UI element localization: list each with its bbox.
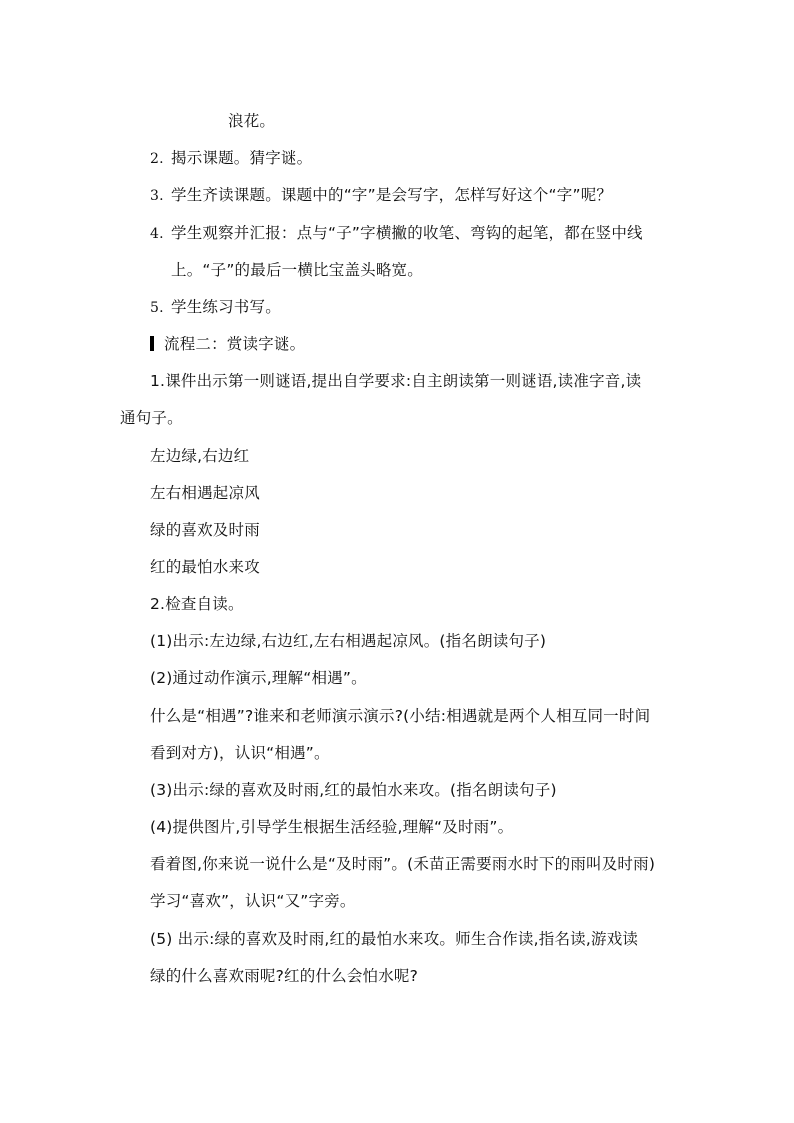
text-line: (2)通过动作演示,理解“相遇”。	[150, 669, 367, 687]
list-number: 5.	[150, 300, 164, 316]
text-line: 什么是“相遇”?谁来和老师演示演示?(小结:相遇就是两个人相互同一时间	[150, 707, 651, 725]
text-line: 上。“子”的最后一横比宝盖头略宽。	[171, 261, 423, 279]
text-line: 学习“喜欢”，认识“又”字旁。	[150, 892, 356, 910]
text-line: 浪花。	[228, 112, 276, 130]
text-line: 看到对方)，认识“相遇”。	[150, 744, 330, 762]
text-line: 绿的什么喜欢雨呢?红的什么会怕水呢?	[150, 967, 419, 985]
text-line: (1)出示:左边绿,右边红,左右相遇起凉风。(指名朗读句子)	[150, 632, 547, 650]
list-item	[150, 185, 612, 206]
list-text: 揭示课题。猜字谜。	[171, 149, 313, 167]
riddle-line: 绿的喜欢及时雨	[150, 521, 260, 539]
text-line: (3)出示:绿的喜欢及时雨,红的最怕水来攻。(指名朗读句子)	[150, 781, 557, 799]
list-item	[150, 148, 312, 169]
riddle-line: 左边绿,右边红	[150, 447, 250, 465]
text-line: 2.检查自读。	[150, 595, 244, 613]
list-text: 学生齐读课题。课题中的“字”是会写字，怎样写好这个“字”呢？	[171, 186, 613, 204]
text-line: 通句子。	[120, 409, 183, 427]
heading-marker-bar	[150, 336, 154, 351]
text-line: 1.课件出示第一则谜语,提出自学要求:自主朗读第一则谜语,读准字音,读	[150, 372, 642, 390]
text-line: (4)提供图片,引导学生根据生活经验,理解“及时雨”。	[150, 818, 514, 836]
section-heading	[150, 334, 305, 354]
list-text: 学生观察并汇报：点与“子”字横撇的收笔、弯钩的起笔，都在竖中线	[171, 224, 643, 242]
list-number: 3.	[150, 188, 164, 204]
list-number: 2.	[150, 151, 164, 167]
list-item	[150, 297, 281, 318]
text-line: 看着图,你来说一说什么是“及时雨”。(禾苗正需要雨水时下的雨叫及时雨)	[150, 855, 656, 873]
list-text: 学生练习书写。	[171, 298, 281, 316]
list-item	[150, 223, 643, 244]
list-number: 4.	[150, 226, 164, 242]
section-heading-text: 流程二：赏读字谜。	[164, 335, 306, 353]
riddle-line: 左右相遇起凉风	[150, 484, 260, 502]
text-line: (5) 出示:绿的喜欢及时雨,红的最怕水来攻。师生合作读,指名读,游戏读	[150, 930, 639, 948]
riddle-line: 红的最怕水来攻	[150, 558, 260, 576]
